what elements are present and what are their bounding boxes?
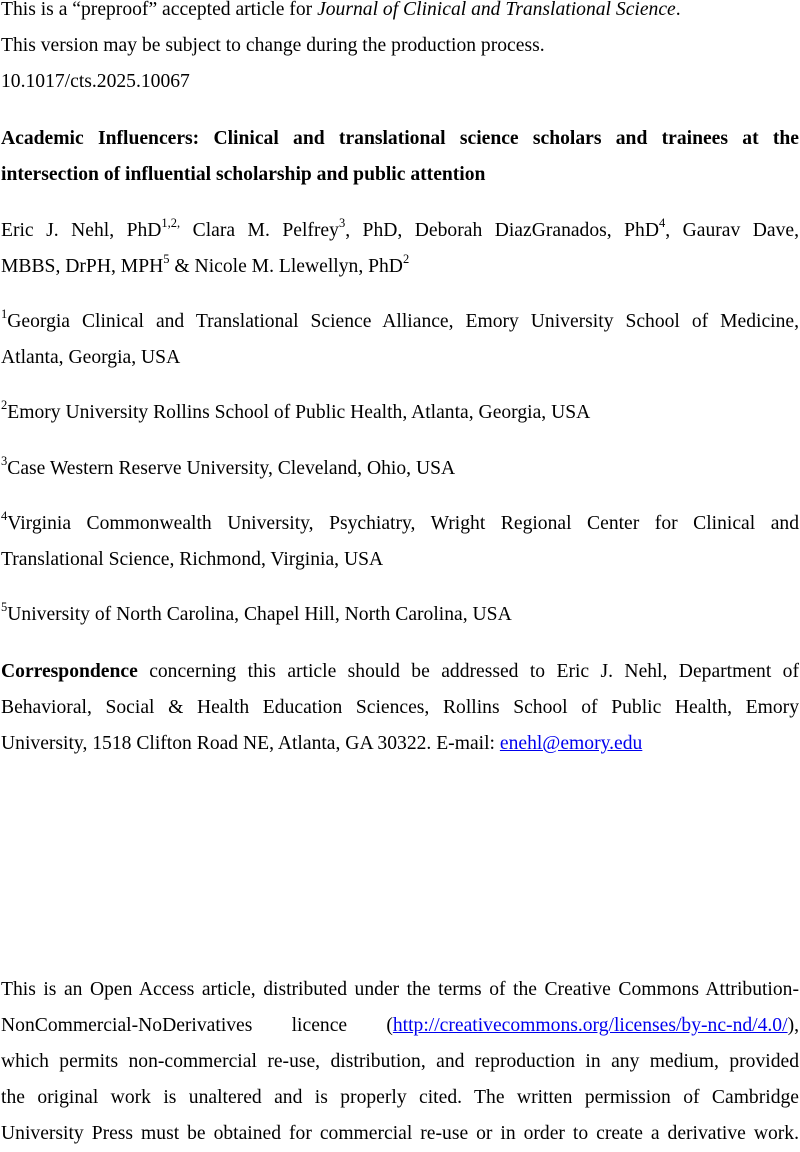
journal-name: Journal of Clinical and Translational Science	[317, 0, 676, 20]
correspondence: Correspondence concerning this article should be addressed to Eric J. Nehl, Department of Behavioral, Social & Health Education Sciences, Rollins School of Public Health, Emory University, 1518 Clifton Road NE, Atlanta, GA 30322. E-mail: enehl@emory.edu	[1, 661, 799, 754]
author-line-1: Eric J. Nehl, PhD$^{1,2,}$ Clara M. Pelfrey$^3$, PhD, Deborah DiazGranados, PhD$^4$, Gaurav Dave,	[1, 216, 799, 241]
email-link[interactable]: enehl@emory.edu	[499, 733, 643, 754]
author-nehl: Eric J. Nehl, PhD	[1, 220, 162, 241]
license-url-link[interactable]: http://creativecommons.org/licenses/by-nc-nd/4.0/	[392, 1015, 788, 1036]
affiliation-4: $^4$Virginia Commonwealth University, Psychiatry, Wright Regional Center for Clinical and Translational Science, Richmond, Virginia, USA	[1, 509, 799, 570]
correspondence-label: Correspondence	[1, 661, 138, 682]
affiliation-1: $^1$Georgia Clinical and Translational Science Alliance, Emory University School of Medicine, Atlanta, Georgia, USA	[1, 307, 799, 368]
title-line-2: intersection of influential scholarship and public attention	[1, 164, 486, 185]
preproof-notice-line: This is a “preproof” accepted article for Journal of Clinical and Translational Science.	[1, 0, 681, 20]
doi: 10.1017/cts.2025.10067	[1, 71, 190, 92]
preproof-notice	[1, 0, 799, 100]
author-llewellyn: & Nicole M. Llewellyn, PhD	[169, 256, 403, 277]
author-diazgranados: , PhD, Deborah DiazGranados, PhD	[345, 220, 659, 241]
affiliation-2: $^2$Emory University Rollins School of Public Health, Atlanta, Georgia, USA	[1, 398, 591, 423]
affiliation-5: $^5$University of North Carolina, Chapel Hill, North Carolina, USA	[1, 600, 512, 625]
author-list	[1, 213, 799, 285]
title-line-1: Academic Influencers: Clinical and translational science scholars and trainees at the	[1, 128, 799, 149]
affiliation-3: $^3$Case Western Reserve University, Cleveland, Ohio, USA	[1, 454, 456, 479]
author-dave: , Gaurav Dave,	[665, 220, 799, 241]
article-title	[1, 121, 799, 193]
version-note: This version may be subject to change during the production process.	[1, 35, 545, 56]
license-statement: This is an Open Access article, distributed under the terms of the Creative Commons Attribution- NonCommercial-NoDerivatives licence (http://creativecommons.org/licenses/by-nc-nd/4.0/), which permits non-commercial re-use, distribution, and reproduction in any medium, provided the original work is unaltered and is properly cited. The written permission of Cambridge University Press must be obtained for commercial re-use or in order to create a derivative work.	[1, 979, 799, 1144]
author-line-2: MBBS, DrPH, MPH$^5$ & Nicole M. Llewellyn, PhD$^2$	[1, 252, 410, 277]
author-pelfrey: Clara M. Pelfrey	[180, 220, 339, 241]
